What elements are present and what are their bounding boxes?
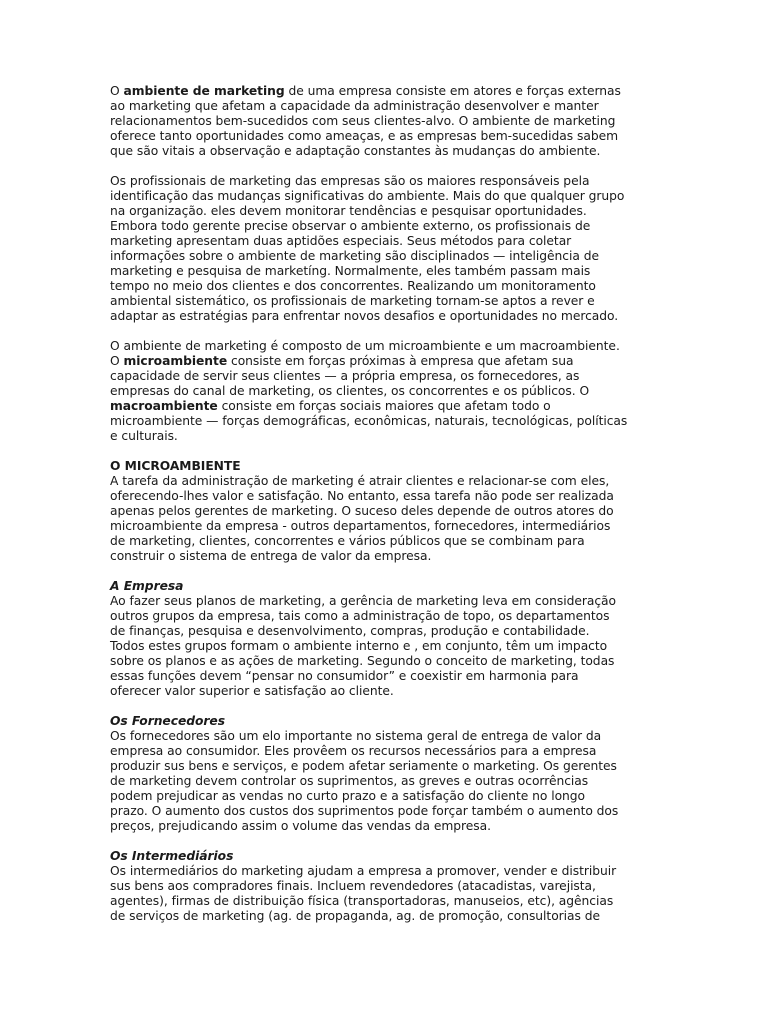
section-fornecedores — [110, 714, 670, 834]
section-body: Os intermediários do marketing ajudam a empresa a promover, vender e distribuir sus bens aos compradores finais. Incluem revendedores (atacadistas, varejista, agentes), firmas de distribuição física (transportadoras, manuseios, etc), agências de serviços de marketing (ag. de propaganda, ag. de promoção, consultorias de — [110, 864, 617, 923]
section-heading: Os Intermediários — [110, 849, 234, 863]
bold-term-macroambiente: macroambiente — [110, 399, 218, 413]
paragraph-profissionais: Os profissionais de marketing das empresas são os maiores responsáveis pela identificação das mudanças significativas do ambiente. Mais do que qualquer grupo na organização. eles devem monitorar tendências e pesquisar oportunidades. Embora todo gerente precise observar o ambiente externo, os profissionais de marketing apresentam duas aptidões especiais. Seus métodos para coletar informações sobre o ambiente de marketing são disciplinados — inteligência de marketing e pesquisa de marketíng. Normalmente, eles também passam mais tempo no meio dos clientes e dos concorrentes. Realizando um monitoramento ambiental sistemático, os profissionais de marketing tornam-se aptos a rever e adaptar as estratégias para enfrentar novos desafios e oportunidades no mercado. — [110, 174, 625, 323]
section-heading: O MICROAMBIENTE — [110, 459, 241, 473]
section-a-empresa — [110, 579, 670, 699]
document-body — [110, 84, 670, 924]
bold-term-ambiente-de-marketing: ambiente de marketing — [123, 84, 285, 98]
paragraph-micro-macro — [110, 339, 670, 444]
paragraph-text: consiste em forças próximas à empresa que afetam sua capacidade de servir seus clientes — a própria empresa, os fornecedores, as empresas do canal de marketing, os clientes, os concorrentes e os públicos. O — [110, 354, 590, 398]
paragraph-text: consiste em forças sociais maiores que afetam todo o microambiente — forças demográficas, econômicas, naturais, tecnológicas, políticas e culturais. — [110, 399, 628, 443]
paragraph-text: O ambiente de marketing é composto de um microambiente e um macroambiente. O — [110, 339, 620, 368]
paragraph-ambiente-de-marketing — [110, 84, 670, 159]
section-heading: Os Fornecedores — [110, 714, 225, 728]
bold-term-microambiente: microambiente — [123, 354, 228, 368]
section-intermediarios — [110, 849, 670, 924]
section-body: Ao fazer seus planos de marketing, a gerência de marketing leva em consideração outros grupos da empresa, tais como a administração de topo, os departamentos de finanças, pesquisa e desenvolvimento, compras, produção e contabilidade. Todos estes grupos formam o ambiente interno e , em conjunto, têm um impacto sobre os planos e as ações de marketing. Segundo o conceito de marketing, todas essas funções devem “pensar no consumidor” e coexistir em harmonia para oferecer valor superior e satisfação ao cliente. — [110, 594, 617, 698]
section-body: A tarefa da administração de marketing é atrair clientes e relacionar-se com eles, oferecendo-lhes valor e satisfação. No entanto, essa tarefa não pode ser realizada apenas pelos gerentes de marketing. O suceso deles depende de outros atores do microambiente da empresa - outros departamentos, fornecedores, intermediários de marketing, clientes, concorrentes e vários públicos que se combinam para construir o sistema de entrega de valor da empresa. — [110, 474, 614, 563]
paragraph-text: O — [110, 84, 124, 98]
section-microambiente — [110, 459, 670, 564]
section-body: Os fornecedores são um elo importante no sistema geral de entrega de valor da empresa ao consumidor. Eles provêem os recursos necessários para a empresa produzir sus bens e serviços, e podem afetar seriamente o marketing. Os gerentes de marketing devem controlar os suprimentos, as greves e outras ocorrências podem prejudicar as vendas no curto prazo e a satisfação do cliente no longo prazo. O aumento dos custos dos suprimentos pode forçar também o aumento dos preços, prejudicando assim o volume das vendas da empresa. — [110, 729, 619, 833]
paragraph-text: de uma empresa consiste em atores e forças externas ao marketing que afetam a capacidade da administração desenvolver e manter relacionamentos bem-sucedidos com seus clientes-alvo. O ambiente de marketing oferece tanto oportunidades como ameaças, e as empresas bem-sucedidas sabem que são vitais a observação e adaptação constantes às mudanças do ambiente. — [110, 84, 621, 158]
section-heading: A Empresa — [110, 579, 184, 593]
